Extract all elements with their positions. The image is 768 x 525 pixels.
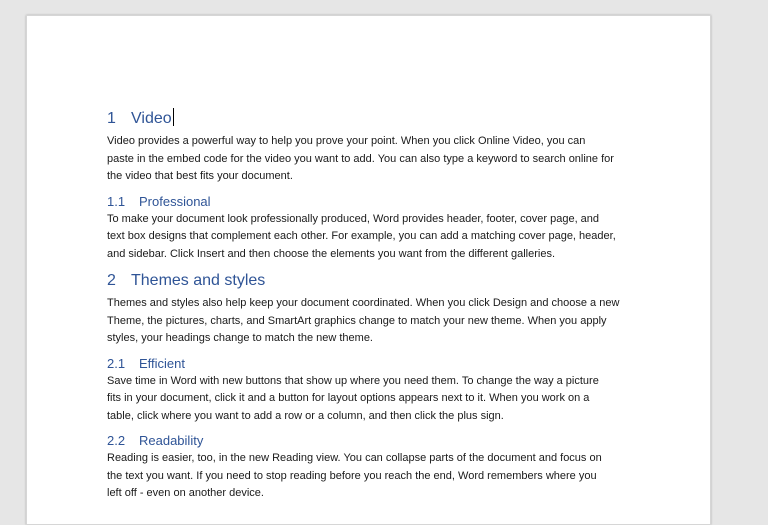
text-line: the video that best fits your document. bbox=[107, 170, 293, 182]
heading-number: 1 bbox=[107, 110, 116, 127]
heading-2-efficient[interactable] bbox=[107, 356, 647, 372]
paragraph[interactable] bbox=[107, 133, 647, 186]
heading-1-video[interactable] bbox=[107, 108, 647, 129]
text-line: fits in your document, click it and a button for layout options appears next to it. When you work on a bbox=[107, 392, 590, 404]
heading-text: Video bbox=[131, 110, 172, 127]
text-line: Themes and styles also help keep your document coordinated. When you click Design and choose a new bbox=[107, 297, 620, 309]
section-readability bbox=[107, 433, 647, 503]
paragraph[interactable] bbox=[107, 295, 647, 348]
heading-1-themes-and-styles[interactable] bbox=[107, 271, 647, 291]
text-line: table, click where you want to add a row or a column, and then click the plus sign. bbox=[107, 409, 504, 422]
text-line: Video provides a powerful way to help you prove your point. When you click Online Video, you can bbox=[107, 135, 586, 147]
heading-text: Readability bbox=[139, 433, 204, 448]
heading-number: 1.1 bbox=[107, 193, 126, 209]
paragraph[interactable] bbox=[107, 373, 647, 426]
document-page[interactable] bbox=[26, 15, 711, 525]
text-cursor bbox=[173, 108, 174, 126]
section-professional bbox=[107, 194, 647, 264]
heading-text: Efficient bbox=[139, 355, 186, 371]
heading-text: Themes and styles bbox=[131, 272, 266, 289]
heading-2-professional[interactable] bbox=[107, 194, 647, 210]
text-line: Theme, the pictures, charts, and SmartArt graphics change to match your new theme. When you apply bbox=[107, 314, 607, 327]
heading-number: 2 bbox=[107, 272, 116, 289]
paragraph[interactable] bbox=[107, 450, 647, 503]
paragraph[interactable] bbox=[107, 211, 647, 264]
section-video bbox=[107, 108, 647, 186]
text-line: To make your document look professionally produced, Word provides header, footer, cover page, and bbox=[107, 212, 600, 225]
text-line: Reading is easier, too, in the new Reading view. You can collapse parts of the document and focus on bbox=[107, 452, 602, 464]
text-line: styles, your headings change to match the new theme. bbox=[107, 332, 373, 344]
section-efficient bbox=[107, 356, 647, 426]
text-line: left off - even on another device. bbox=[107, 487, 264, 499]
text-line: text box designs that complement each other. For example, you can add a matching cover page, header, bbox=[107, 230, 616, 242]
text-line: paste in the embed code for the video you want to add. You can also type a keyword to search online for bbox=[107, 152, 614, 165]
heading-text: Professional bbox=[139, 193, 211, 209]
text-line: and sidebar. Click Insert and then choose the elements you want from the different galleries. bbox=[107, 247, 555, 260]
document-body[interactable] bbox=[107, 108, 647, 511]
text-line: the text you want. If you need to stop reading before you reach the end, Word remembers where you bbox=[107, 469, 597, 482]
section-themes-and-styles bbox=[107, 271, 647, 348]
heading-2-readability[interactable] bbox=[107, 433, 647, 449]
heading-number: 2.2 bbox=[107, 433, 126, 448]
heading-number: 2.1 bbox=[107, 355, 126, 371]
text-line: Save time in Word with new buttons that show up where you need them. To change the way a picture bbox=[107, 374, 599, 387]
